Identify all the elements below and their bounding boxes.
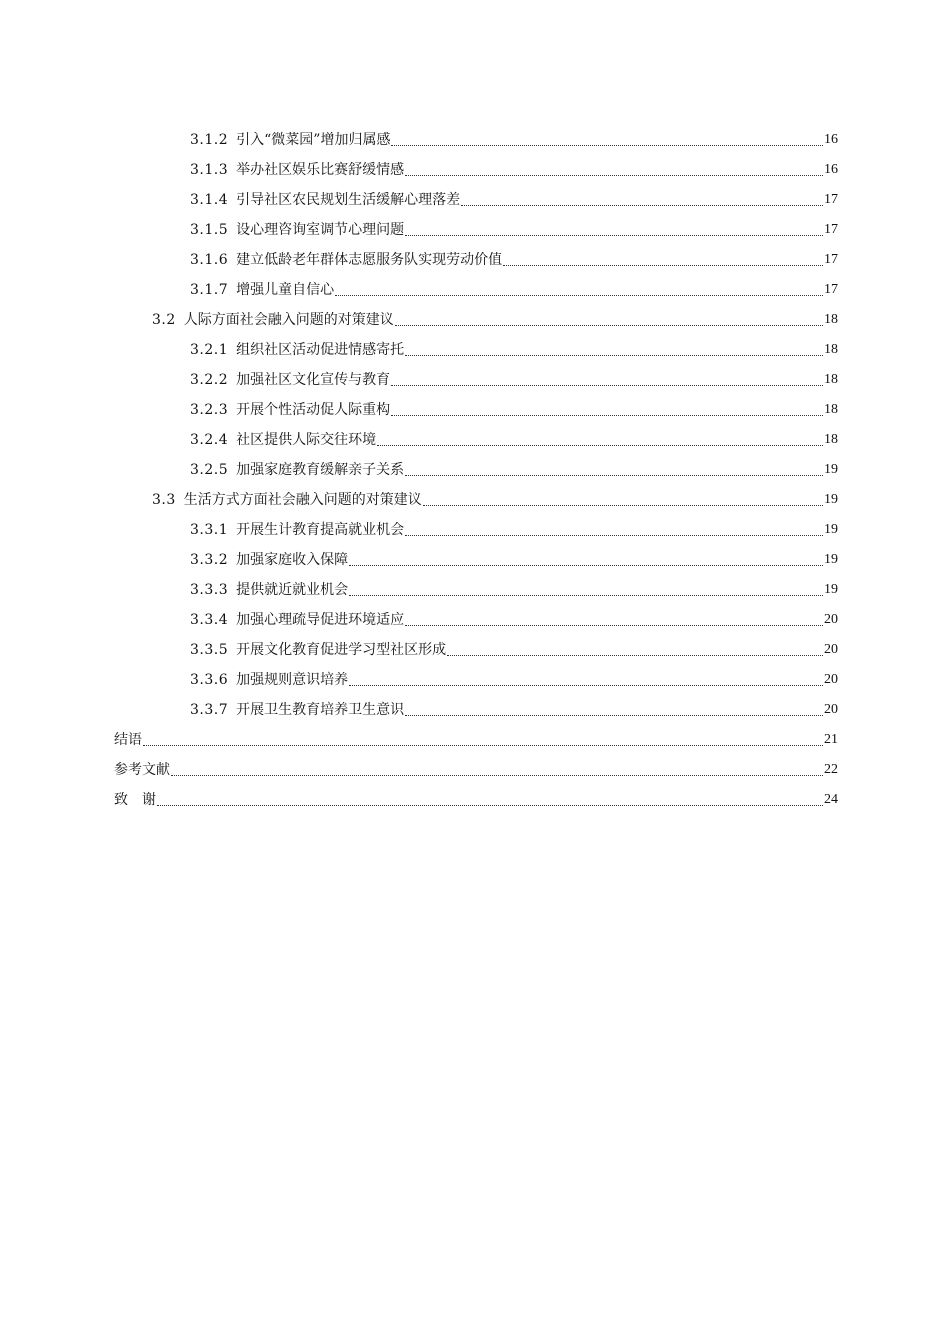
toc-dot-leader <box>171 774 823 776</box>
toc-page-number: 24 <box>824 792 838 807</box>
toc-dot-leader <box>157 804 823 806</box>
toc-entry[interactable] <box>114 725 838 755</box>
toc-entry-number: 3.1.4 <box>190 192 229 208</box>
toc-dot-leader <box>349 594 823 596</box>
toc-dot-leader <box>405 534 823 536</box>
toc-entry[interactable] <box>114 635 838 665</box>
toc-page-number: 17 <box>824 282 838 297</box>
toc-entry[interactable] <box>114 185 838 215</box>
toc-entry[interactable] <box>114 545 838 575</box>
toc-entry-number: 3.3.6 <box>190 672 229 688</box>
toc-page-number: 20 <box>824 672 838 687</box>
toc-page-number: 19 <box>824 492 838 507</box>
toc-entry[interactable] <box>114 215 838 245</box>
toc-entry-label <box>190 515 404 545</box>
toc-entry-label <box>190 215 404 245</box>
toc-entry-label <box>190 695 404 725</box>
toc-entry-title: 设心理咨询室调节心理问题 <box>236 222 405 238</box>
toc-entry-title: 开展文化教育促进学习型社区形成 <box>236 642 447 658</box>
toc-entry[interactable] <box>114 575 838 605</box>
toc-page-number: 19 <box>824 522 838 537</box>
toc-entry-number: 3.3.4 <box>190 612 229 628</box>
toc-entry-title: 提供就近就业机会 <box>236 582 349 598</box>
toc-page-number: 16 <box>824 162 838 177</box>
toc-entry-title: 加强家庭收入保障 <box>236 552 349 568</box>
toc-entry-label <box>190 395 390 425</box>
toc-entry[interactable] <box>114 305 838 335</box>
toc-entry-title: 增强儿童自信心 <box>236 282 335 298</box>
toc-entry[interactable] <box>114 275 838 305</box>
toc-entry-number: 3.3 <box>152 492 176 508</box>
toc-entry-label <box>190 455 404 485</box>
toc-page-number: 18 <box>824 432 838 447</box>
toc-page-number: 18 <box>824 402 838 417</box>
toc-entry-label <box>190 275 334 305</box>
toc-entry-label <box>152 485 422 515</box>
toc-entry[interactable] <box>114 785 838 815</box>
toc-dot-leader <box>391 144 823 146</box>
toc-entry-title: 引入“微菜园”增加归属感 <box>236 132 391 148</box>
toc-dot-leader <box>349 684 823 686</box>
toc-entry[interactable] <box>114 335 838 365</box>
toc-page-number: 19 <box>824 552 838 567</box>
toc-entry-label <box>190 545 348 575</box>
toc-entry-number: 3.2.3 <box>190 402 229 418</box>
toc-entry[interactable] <box>114 395 838 425</box>
toc-entry-title: 加强心理疏导促进环境适应 <box>236 612 405 628</box>
toc-entry-label <box>190 635 446 665</box>
toc-page-number: 22 <box>824 762 838 777</box>
toc-entry-title: 参考文献 <box>114 762 170 778</box>
toc-dot-leader <box>447 654 823 656</box>
toc-entry[interactable] <box>114 155 838 185</box>
toc-entry-title: 开展个性活动促人际重构 <box>236 402 391 418</box>
toc-dot-leader <box>335 294 823 296</box>
toc-entry-title: 组织社区活动促进情感寄托 <box>236 342 405 358</box>
toc-entry-label <box>114 755 170 785</box>
toc-entry-number: 3.3.1 <box>190 522 229 538</box>
toc-entry-label <box>190 425 376 455</box>
toc-dot-leader <box>503 264 823 266</box>
toc-entry-label <box>190 155 404 185</box>
toc-entry[interactable] <box>114 455 838 485</box>
toc-dot-leader <box>405 624 823 626</box>
toc-entry-title: 开展生计教育提高就业机会 <box>236 522 405 538</box>
toc-dot-leader <box>143 744 823 746</box>
toc-page-number: 21 <box>824 732 838 747</box>
toc-entry[interactable] <box>114 425 838 455</box>
toc-entry-title: 开展卫生教育培养卫生意识 <box>236 702 405 718</box>
toc-dot-leader <box>377 444 823 446</box>
toc-page-number: 20 <box>824 612 838 627</box>
toc-entry-number: 3.1.3 <box>190 162 229 178</box>
toc-entry[interactable] <box>114 485 838 515</box>
toc-entry-title: 结语 <box>114 732 142 748</box>
toc-entry[interactable] <box>114 245 838 275</box>
toc-entry-title: 加强规则意识培养 <box>236 672 349 688</box>
toc-entry-number: 3.2.4 <box>190 432 229 448</box>
toc-page-number: 19 <box>824 582 838 597</box>
toc-entry[interactable] <box>114 605 838 635</box>
toc-entry-label <box>190 605 404 635</box>
toc-entry-title: 引导社区农民规划生活缓解心理落差 <box>236 192 461 208</box>
toc-entry[interactable] <box>114 695 838 725</box>
toc-entry-number: 3.1.6 <box>190 252 229 268</box>
toc-dot-leader <box>395 324 823 326</box>
toc-entry-number: 3.3.7 <box>190 702 229 718</box>
toc-page-number: 16 <box>824 132 838 147</box>
toc-entry-title: 举办社区娱乐比赛舒缓情感 <box>236 162 405 178</box>
toc-page-number: 20 <box>824 642 838 657</box>
toc-dot-leader <box>391 384 823 386</box>
toc-page-number: 19 <box>824 462 838 477</box>
toc-entry-label <box>190 575 348 605</box>
toc-entry[interactable] <box>114 665 838 695</box>
table-of-contents <box>114 125 838 815</box>
toc-page-number: 18 <box>824 372 838 387</box>
toc-entry-title: 加强家庭教育缓解亲子关系 <box>236 462 405 478</box>
toc-entry[interactable] <box>114 755 838 785</box>
toc-entry[interactable] <box>114 125 838 155</box>
toc-page-number: 20 <box>824 702 838 717</box>
toc-dot-leader <box>405 354 823 356</box>
toc-entry-title: 致 谢 <box>114 792 156 808</box>
toc-entry-label <box>190 335 404 365</box>
toc-entry-label <box>190 365 390 395</box>
toc-entry-label <box>114 785 156 815</box>
toc-entry-number: 3.3.3 <box>190 582 229 598</box>
toc-entry-title: 人际方面社会融入问题的对策建议 <box>183 312 394 328</box>
toc-entry-number: 3.2.1 <box>190 342 229 358</box>
toc-entry-label <box>114 725 142 755</box>
toc-dot-leader <box>391 414 823 416</box>
toc-dot-leader <box>349 564 823 566</box>
toc-entry-label <box>190 245 502 275</box>
toc-page-number: 17 <box>824 222 838 237</box>
toc-dot-leader <box>405 474 823 476</box>
toc-page-number: 18 <box>824 312 838 327</box>
toc-entry-number: 3.1.2 <box>190 132 229 148</box>
toc-entry-number: 3.2.2 <box>190 372 229 388</box>
toc-entry-number: 3.2.5 <box>190 462 229 478</box>
toc-entry-number: 3.1.7 <box>190 282 229 298</box>
toc-entry-label <box>190 185 460 215</box>
toc-entry-number: 3.2 <box>152 312 176 328</box>
toc-entry-title: 生活方式方面社会融入问题的对策建议 <box>183 492 422 508</box>
toc-dot-leader <box>405 234 823 236</box>
toc-page-number: 17 <box>824 192 838 207</box>
toc-entry-title: 社区提供人际交往环境 <box>236 432 377 448</box>
toc-entry-number: 3.3.5 <box>190 642 229 658</box>
toc-dot-leader <box>405 714 823 716</box>
toc-page-number: 17 <box>824 252 838 267</box>
toc-entry-number: 3.3.2 <box>190 552 229 568</box>
toc-entry-title: 加强社区文化宣传与教育 <box>236 372 391 388</box>
toc-entry[interactable] <box>114 515 838 545</box>
toc-entry-title: 建立低龄老年群体志愿服务队实现劳动价值 <box>236 252 503 268</box>
toc-dot-leader <box>405 174 823 176</box>
toc-entry-label <box>190 665 348 695</box>
toc-page-number: 18 <box>824 342 838 357</box>
toc-dot-leader <box>423 504 823 506</box>
toc-dot-leader <box>461 204 823 206</box>
toc-entry-label <box>190 125 390 155</box>
toc-entry[interactable] <box>114 365 838 395</box>
toc-entry-number: 3.1.5 <box>190 222 229 238</box>
toc-entry-label <box>152 305 394 335</box>
